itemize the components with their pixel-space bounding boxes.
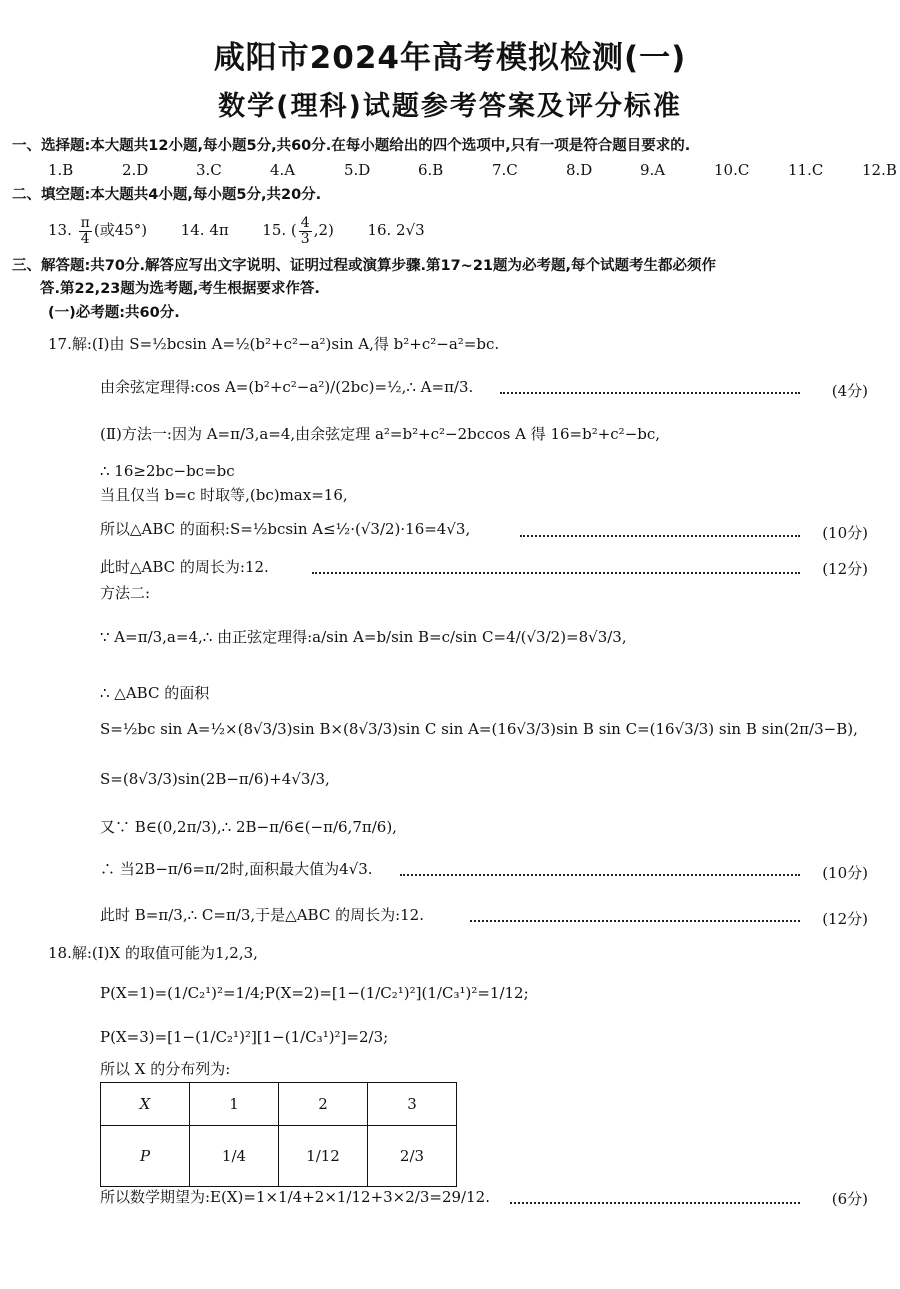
page-title: 咸阳市2024年高考模拟检测(一) (213, 40, 687, 76)
table-row (101, 1083, 457, 1126)
fill-answer-row (48, 212, 425, 248)
leader-dots (510, 1202, 800, 1204)
page-subtitle: 数学(理科)试题参考答案及评分标准 (218, 91, 682, 122)
q17-line-15: 此时 B=π/3,∴ C=π/3,于是△ABC 的周长为:12. (100, 906, 424, 924)
q17-line-9: ∵ A=π/3,a=4,∴ 由正弦定理得:a/sin A=b/sin B=c/sin C=4/(√3/2)=8√3/3, (100, 628, 627, 646)
mc-answer: 7.C (492, 161, 518, 179)
q18-line-5: 所以数学期望为:E(X)=1×1/4+2×1/12+3×2/3=29/12. (100, 1188, 490, 1206)
fill-answer-14: 14. 4π (180, 221, 229, 239)
table-row (101, 1126, 457, 1187)
leader-dots (470, 920, 800, 922)
fill-answer-15: 15. ( $\frac{4}{3}$ ,2) (262, 214, 334, 247)
mc-answer: 5.D (344, 161, 371, 179)
table-cell: P (101, 1126, 190, 1187)
score-4: (4分) (831, 382, 868, 400)
mc-answer: 1.B (48, 161, 74, 179)
q17-line-12: S=(8√3/3)sin(2B−π/6)+4√3/3, (100, 770, 330, 788)
table-cell: 1 (190, 1083, 279, 1126)
distribution-table (100, 1082, 457, 1187)
q17-line-10: ∴ △ABC 的面积 (100, 684, 210, 702)
table-cell: 2/3 (368, 1126, 457, 1187)
mc-answer: 8.D (566, 161, 593, 179)
fill-answer-13: 13. $\frac{\pi}{4}$ (或45°) (48, 214, 148, 247)
mc-answer: 4.A (270, 161, 296, 179)
section2-header: 二、填空题:本大题共4小题,每小题5分,共20分. (12, 187, 322, 203)
score-6: (6分) (831, 1190, 868, 1208)
table-cell: 3 (368, 1083, 457, 1126)
q18-line-2: P(X=1)=(1/C₂¹)²=1/4;P(X=2)=[1−(1/C₂¹)²](1/C₃¹)²=1/12; (100, 984, 529, 1002)
section3-header-cont: 答.第22,23题为选考题,考生根据要求作答. (40, 281, 320, 297)
q17-line-1: 17.解:(Ⅰ)由 S=½bcsin A=½(b²+c²−a²)sin A,得 b²+c²−a²=bc. (48, 335, 500, 353)
leader-dots (520, 535, 800, 537)
q17-line-3: (Ⅱ)方法一:因为 A=π/3,a=4,由余弦定理 a²=b²+c²−2bccos A 得 16=b²+c²−bc, (100, 425, 661, 443)
q17-line-4: ∴ 16≥2bc−bc=bc (100, 462, 235, 480)
table-cell: 2 (279, 1083, 368, 1126)
fill-answer-16: 16. 2√3 (367, 221, 425, 239)
score-10: (10分) (822, 524, 868, 542)
q17-line-5: 当且仅当 b=c 时取等,(bc)max=16, (100, 486, 348, 504)
q17-line-2: 由余弦定理得:cos A=(b²+c²−a²)/(2bc)=½,∴ A=π/3. (100, 378, 474, 396)
score-12: (12分) (822, 910, 868, 928)
mc-answer: 10.C (714, 161, 750, 179)
q17-line-14: ∴ 当2B−π/6=π/2时,面积最大值为4√3. (100, 860, 373, 878)
mc-answer: 6.B (418, 161, 444, 179)
table-cell: 1/12 (279, 1126, 368, 1187)
mc-answer-row (48, 161, 897, 179)
mc-answer: 2.D (122, 161, 149, 179)
mc-answer: 9.A (640, 161, 666, 179)
q17-line-6: 所以△ABC 的面积:S=½bcsin A≤½·(√3/2)·16=4√3, (100, 520, 471, 538)
score-12: (12分) (822, 560, 868, 578)
mc-answer: 12.B (862, 161, 897, 179)
leader-dots (500, 392, 800, 394)
section1-header: 一、选择题:本大题共12小题,每小题5分,共60分.在每小题给出的四个选项中,只有一项是符合题目要求的. (12, 138, 691, 154)
q17-line-7: 此时△ABC 的周长为:12. (100, 558, 269, 576)
leader-dots (400, 874, 800, 876)
table-cell: X (101, 1083, 190, 1126)
mc-answer: 11.C (788, 161, 824, 179)
leader-dots (312, 572, 800, 574)
q17-line-11: S=½bc sin A=½×(8√3/3)sin B×(8√3/3)sin C sin A=(16√3/3)sin B sin C=(16√3/3) sin B sin(2π/3−B), (100, 720, 858, 738)
q17-line-13: 又∵ B∈(0,2π/3),∴ 2B−π/6∈(−π/6,7π/6), (100, 818, 397, 836)
q18-line-1: 18.解:(Ⅰ)X 的取值可能为1,2,3, (48, 944, 258, 962)
table-cell: 1/4 (190, 1126, 279, 1187)
q17-line-8: 方法二: (100, 584, 151, 602)
score-10: (10分) (822, 864, 868, 882)
mc-answer: 3.C (196, 161, 222, 179)
section3-header: 三、解答题:共70分.解答应写出文字说明、证明过程或演算步骤.第17~21题为必考题,每个试题考生都必须作 (12, 258, 717, 274)
q18-line-3: P(X=3)=[1−(1/C₂¹)²][1−(1/C₃¹)²]=2/3; (100, 1028, 389, 1046)
subsection-required: (一)必考题:共60分. (48, 305, 180, 321)
q18-line-4: 所以 X 的分布列为: (100, 1060, 231, 1078)
